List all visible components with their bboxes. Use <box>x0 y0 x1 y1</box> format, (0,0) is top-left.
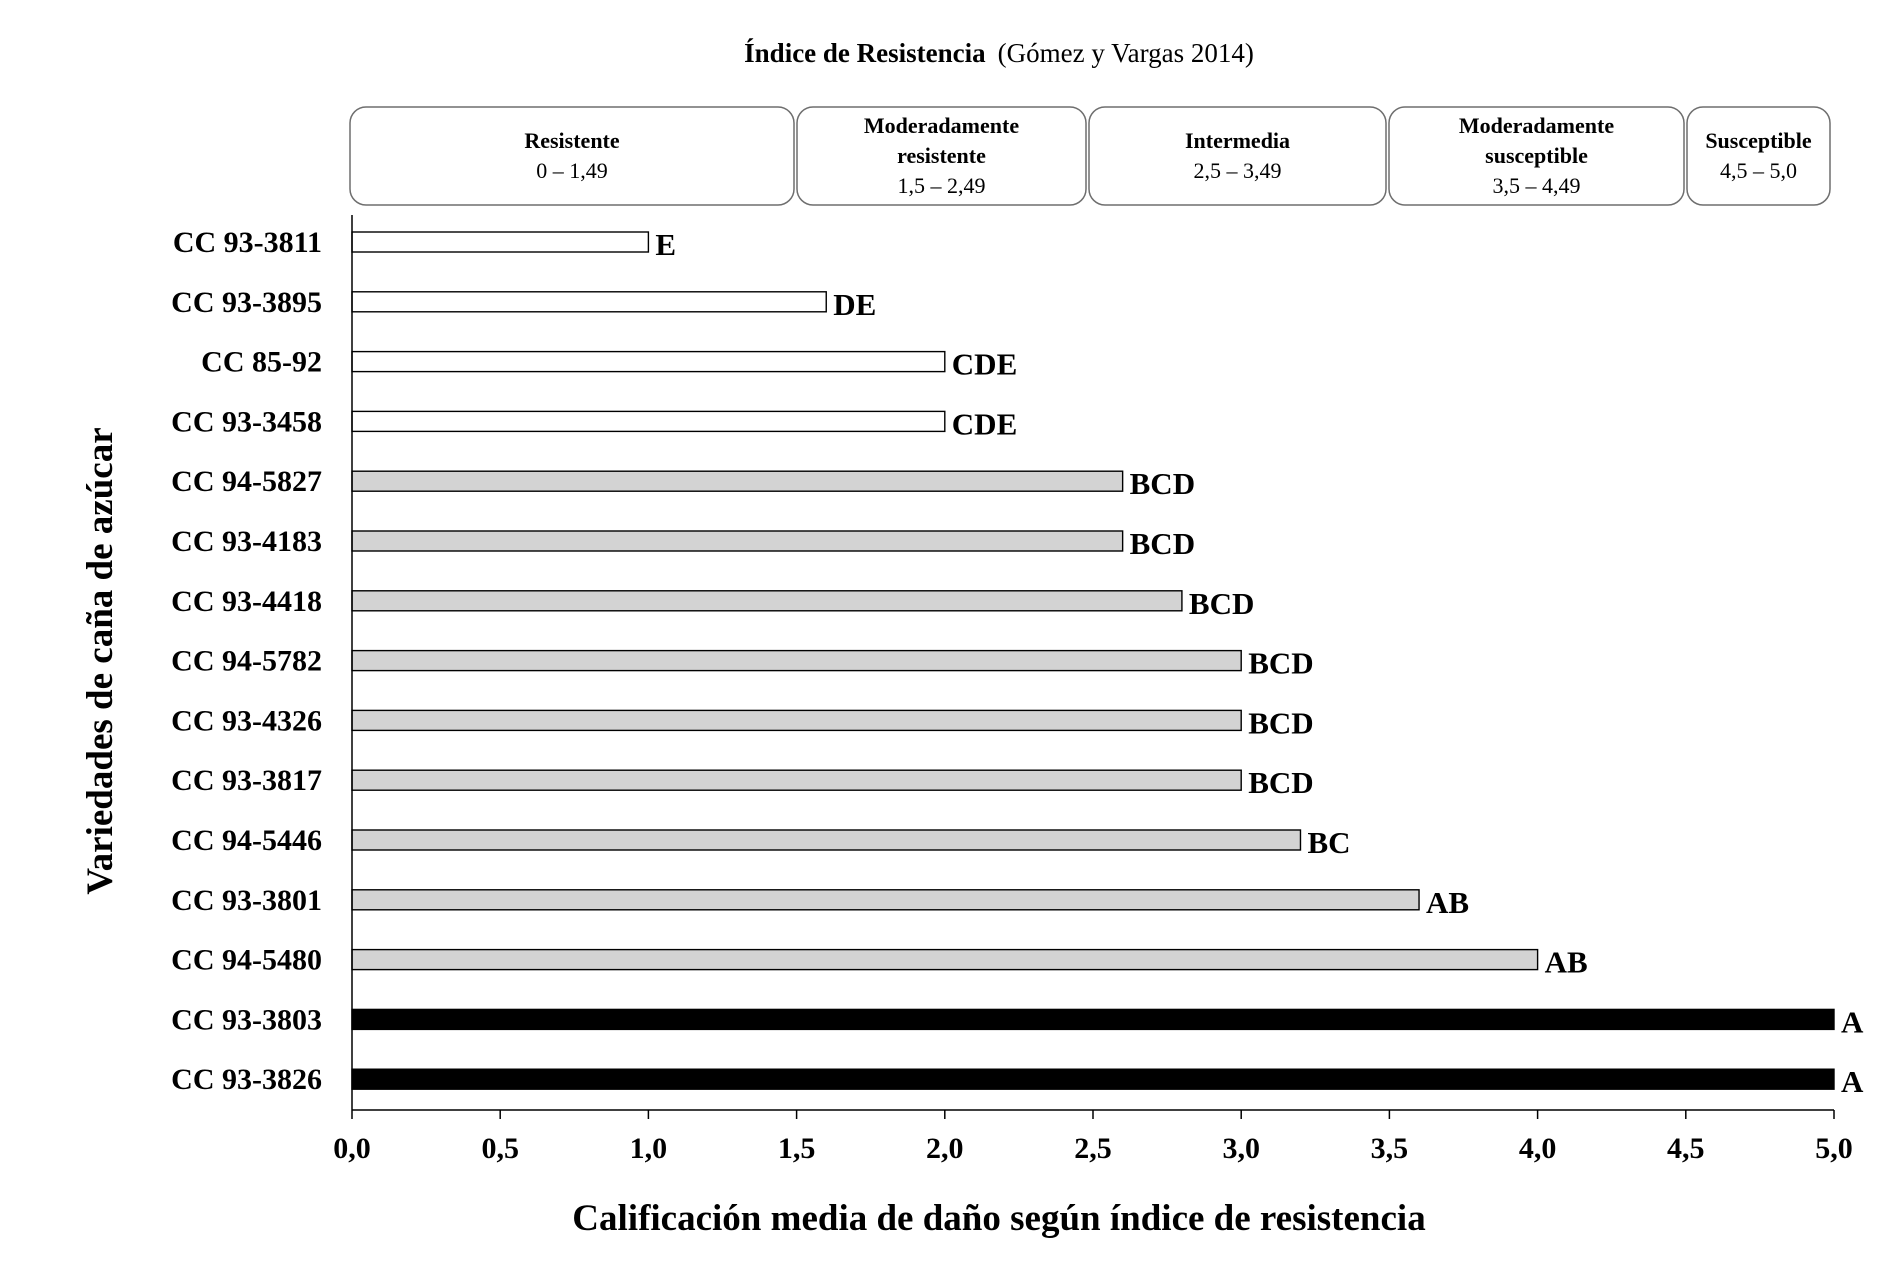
significance-letter: BCD <box>1248 645 1314 681</box>
bar <box>352 531 1123 551</box>
bar-row <box>171 645 1313 681</box>
resistance-band-range: 2,5 – 3,49 <box>1193 158 1282 183</box>
chart-title <box>744 38 1254 68</box>
significance-letter: CDE <box>951 406 1018 442</box>
significance-letter: BCD <box>1129 526 1196 561</box>
resistance-band-box <box>1687 107 1830 205</box>
significance-letter: BCD <box>1129 466 1196 502</box>
bar <box>352 710 1241 730</box>
chart-title-main: Índice de Resistencia <box>744 38 986 68</box>
resistance-band-name: susceptible <box>1485 143 1588 168</box>
bar-row <box>171 824 1350 860</box>
resistance-band-range: 0 – 1,49 <box>536 158 608 183</box>
bar <box>352 950 1538 970</box>
bar-row <box>171 1003 1864 1039</box>
resistance-band-range: 4,5 – 5,0 <box>1720 158 1797 183</box>
category-label: CC 93-3811 <box>172 226 322 259</box>
bars-layer <box>171 226 1864 1099</box>
bar-row <box>171 405 1017 441</box>
category-label: CC 94-5827 <box>171 465 322 499</box>
category-label: CC 85-92 <box>201 345 322 379</box>
bar-row <box>171 884 1469 920</box>
category-label: CC 93-3801 <box>171 883 322 917</box>
bar-row <box>171 944 1588 980</box>
category-label: CC 93-3895 <box>171 285 322 319</box>
x-tick-label: 2,0 <box>926 1132 964 1165</box>
category-label: CC 93-3826 <box>171 1063 322 1097</box>
significance-letter: DE <box>833 286 877 322</box>
resistance-band <box>797 107 1086 205</box>
x-tick-label: 3,5 <box>1370 1132 1409 1165</box>
resistance-band-name: Moderadamente <box>1458 113 1615 138</box>
bar-row <box>201 346 1017 382</box>
category-label: CC 93-3803 <box>171 1003 322 1037</box>
category-label: CC 93-4183 <box>171 525 322 558</box>
bar <box>352 651 1241 671</box>
x-tick-label: 0,5 <box>481 1132 519 1165</box>
bar-row <box>171 764 1313 800</box>
bar <box>352 591 1182 611</box>
bar <box>352 1069 1834 1089</box>
bar-row <box>171 465 1195 501</box>
resistance-band-name: Intermedia <box>1184 128 1291 153</box>
x-tick-label: 3,0 <box>1222 1132 1260 1165</box>
bar-row <box>173 226 676 262</box>
x-tick-label: 2,5 <box>1074 1132 1112 1165</box>
bar <box>352 471 1123 491</box>
significance-letter: AB <box>1544 944 1588 980</box>
category-label: CC 94-5446 <box>171 824 322 857</box>
x-tick-label: 5,0 <box>1815 1132 1853 1165</box>
x-axis-title: Calificación media de daño según índice de resistencia <box>572 1198 1426 1239</box>
resistance-band-name: Susceptible <box>1705 128 1812 153</box>
category-label: CC 93-3817 <box>171 764 322 798</box>
resistance-band-box <box>1089 107 1386 205</box>
bar-row <box>171 525 1195 561</box>
significance-letter: BCD <box>1188 585 1255 621</box>
bar-row <box>171 704 1313 740</box>
bar <box>352 770 1241 790</box>
resistance-band-range: 1,5 – 2,49 <box>897 173 986 198</box>
bar <box>352 411 945 431</box>
bar-row <box>171 585 1254 621</box>
category-label: CC 93-3458 <box>171 405 322 439</box>
resistance-band-name: Resistente <box>524 128 620 153</box>
resistance-band <box>1389 107 1684 205</box>
significance-letter: AB <box>1426 884 1470 920</box>
significance-letter: CDE <box>951 346 1018 382</box>
significance-letter: BC <box>1307 825 1351 860</box>
category-label: CC 94-5480 <box>171 943 322 977</box>
category-label: CC 93-4326 <box>171 704 322 738</box>
significance-letter: A <box>1841 1004 1864 1040</box>
category-label: CC 93-4418 <box>171 584 322 618</box>
resistance-band <box>1089 107 1386 205</box>
resistance-band-range: 3,5 – 4,49 <box>1492 173 1581 198</box>
category-label: CC 94-5782 <box>171 644 322 678</box>
significance-letter: A <box>1841 1064 1864 1100</box>
bar <box>352 292 826 312</box>
x-tick-label: 1,5 <box>777 1132 816 1165</box>
bar-row <box>171 286 876 322</box>
resistance-bands <box>350 107 1830 205</box>
resistance-band <box>350 107 794 205</box>
bar <box>352 232 648 252</box>
bar <box>352 830 1300 850</box>
chart-title-source: (Gómez y Vargas 2014) <box>997 38 1254 68</box>
resistance-band <box>1687 107 1830 205</box>
bar <box>352 1009 1834 1029</box>
resistance-band-name: Moderadamente <box>863 113 1020 138</box>
significance-letter: BCD <box>1248 765 1314 801</box>
bar-row <box>171 1063 1864 1099</box>
bar <box>352 352 945 372</box>
title-layer <box>744 38 1254 68</box>
x-tick-label: 4,5 <box>1667 1132 1705 1165</box>
x-tick-label: 4,0 <box>1518 1132 1557 1165</box>
significance-letter: BCD <box>1248 705 1314 741</box>
x-tick-label: 0,0 <box>333 1132 371 1165</box>
resistance-band-name: resistente <box>897 143 986 168</box>
bar <box>352 890 1419 910</box>
x-tick-label: 1,0 <box>629 1132 668 1165</box>
significance-letter: E <box>655 227 677 262</box>
resistance-band-box <box>350 107 794 205</box>
y-axis-title: Variedades de caña de azúcar <box>80 427 121 895</box>
